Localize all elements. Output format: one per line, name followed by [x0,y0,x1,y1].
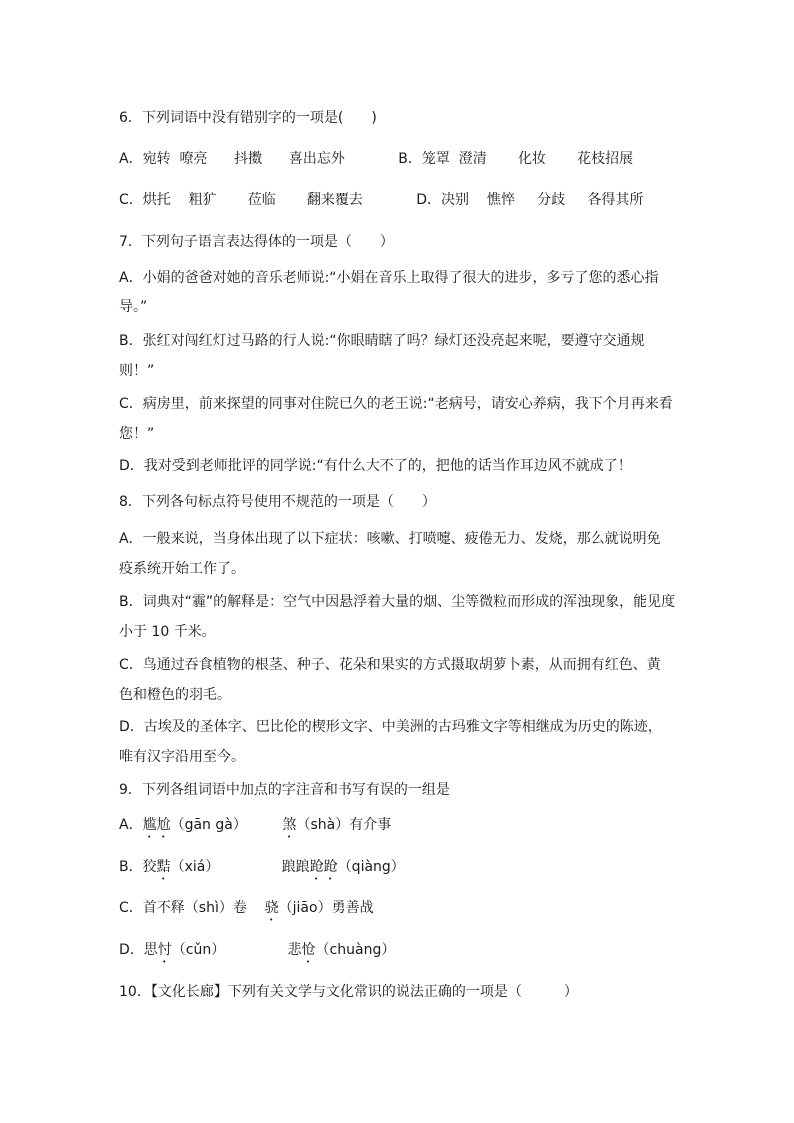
q8-option-c-line2: 色和橙色的羽毛。 [119,687,231,703]
q9-b-dotted-word: 跄跄 [309,859,338,875]
q7-option-b-line2: 则！” [119,363,155,379]
q7-option-c-line1: C．病房里，前来探望的同事对住院已久的老王说:“老病号，请安心养病，我下个月再来看 [119,396,673,412]
q10-stem: 10．【文化长廊】下列有关文学与文化常识的说法正确的一项是（ ） [119,984,578,1000]
q9-c-dotted-char: 骁 [264,900,279,916]
q8-option-b-line1: B．词典对“霾”的解释是：空气中因悬浮着大量的烟、尘等微粒而形成的浑浊现象，能见度 [119,594,676,610]
q9-option-d: D．思忖（cǔn） 悲怆（chuàng） [119,942,396,958]
q8-option-c-line1: C．鸟通过吞食植物的根茎、种子、花朵和果实的方式摄取胡萝卜素，从而拥有红色、黄 [119,657,661,673]
q7-option-b-line1: B．张红对闯红灯过马路的行人说:“你眼睛瞎了吗？绿灯还没亮起来呢，要遵守交通规 [119,333,645,349]
q9-a-dotted-word: 尴尬 [142,817,171,833]
q9-d-dotted-char-2: 怆 [301,942,316,958]
q9-option-c: C．首不释（shì）卷 骁（jiāo）勇善战 [119,900,374,916]
q6-options-c-d: C．烘托 粗犷 莅临 翻来覆去 D．决别 憔悴 分歧 各得其所 [119,192,644,208]
q7-option-d: D．我对受到老师批评的同学说:“有什么大不了的，把他的话当作耳边风不就成了！ [119,458,632,474]
q8-option-b-line2: 小于 10 千米。 [119,624,216,640]
q9-a-dotted-char: 煞 [282,817,297,833]
q9-b-dotted-char: 黠 [156,859,171,875]
q8-option-a-line1: A．一般来说，当身体出现了以下症状：咳嗽、打喷嚏、疲倦无力、发烧，那么就说明免 [119,531,661,547]
q7-option-a-line1: A．小娟的爸爸对她的音乐老师说:“小娟在音乐上取得了很大的进步，多亏了您的悉心指 [119,270,659,286]
q6-stem: 6．下列词语中没有错别字的一项是( ) [119,110,377,126]
q6-options-a-b: A．宛转 嘹亮 抖擞 喜出忘外 B．笼罩 澄清 化妆 花枝招展 [119,151,634,167]
q8-option-a-line2: 疫系统开始工作了。 [119,561,245,577]
q8-option-d-line2: 唯有汉字沿用至今。 [119,749,245,765]
q9-stem: 9．下列各组词语中加点的字注音和书写有误的一组是 [119,782,450,798]
q7-option-c-line2: 您！” [119,426,155,442]
q8-stem: 8．下列各句标点符号使用不规范的一项是（ ） [119,494,436,510]
q9-option-a: A．尴尬（gān gà） 煞（shà）有介事 [119,817,392,833]
q7-stem: 7．下列句子语言表达得体的一项是（ ） [119,234,394,250]
q9-d-dotted-char: 忖 [157,942,172,958]
q8-option-d-line1: D．古埃及的圣体字、巴比伦的楔形文字、中美洲的古玛雅文字等相继成为历史的陈迹， [119,719,662,735]
q9-option-b: B．狡黠（xiá） 踉踉跄跄（qiàng） [119,859,405,875]
q7-option-a-line2: 导。” [119,299,148,315]
